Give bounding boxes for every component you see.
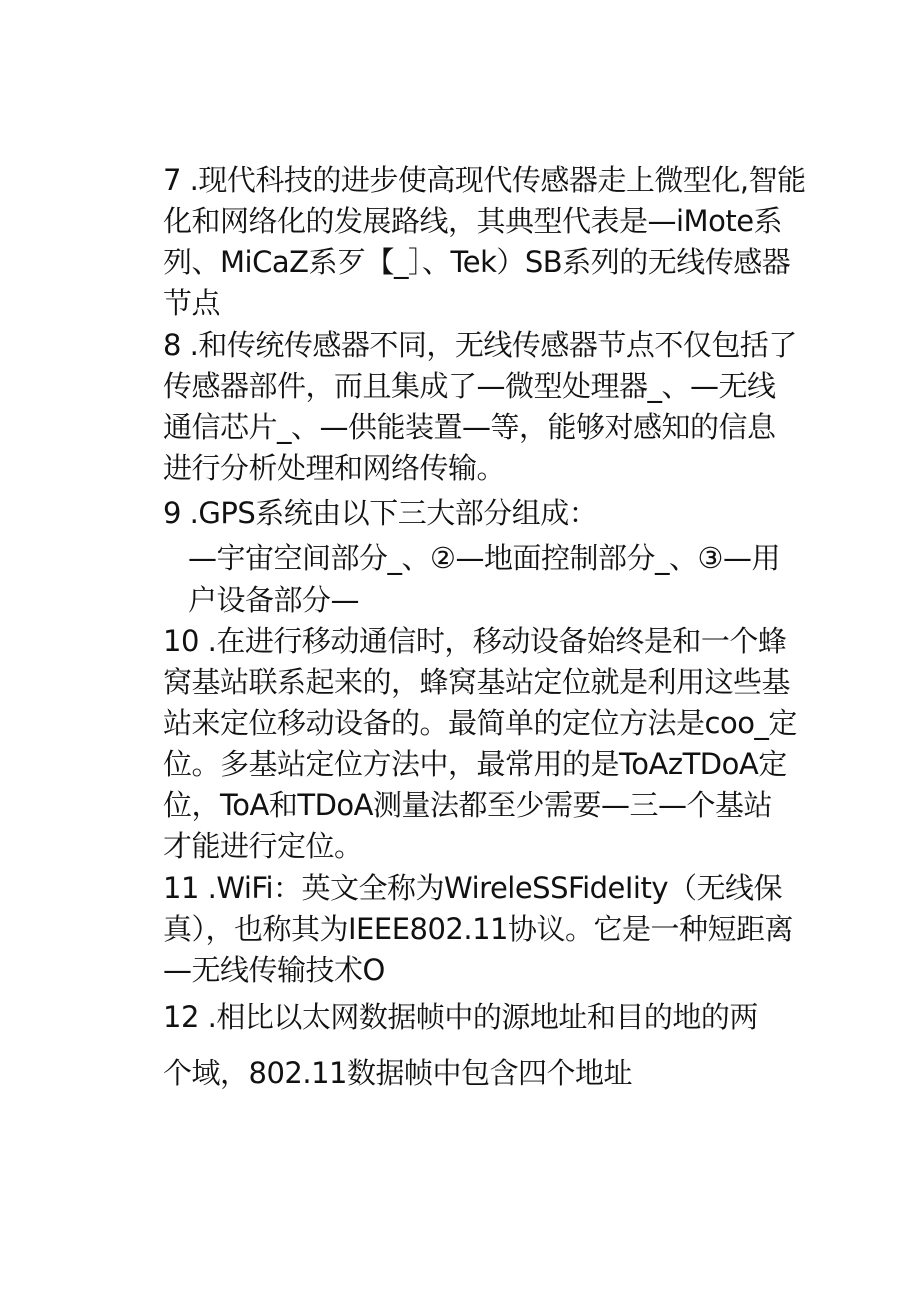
item-7-line-2: 化和网络化的发展路线，其典型代表是—iMote系 xyxy=(163,204,783,238)
item-8-line-2: 传感器部件，而且集成了—微型处理器_、—无线 xyxy=(163,369,776,403)
item-11-line-2: 真），也称其为IEEE802.11协议。它是一种短距离 xyxy=(163,912,793,946)
item-9-line-2: —宇宙空间部分_、②—地面控制部分_、③—用 xyxy=(188,541,780,575)
item-10-line-6: 才能进行定位。 xyxy=(163,829,363,863)
item-10-line-2: 窝基站联系起来的，蜂窝基站定位就是利用这些基 xyxy=(163,665,791,699)
item-10-line-3: 站来定位移动设备的。最简单的定位方法是coo_定 xyxy=(163,706,797,740)
item-10-line-4: 位。多基站定位方法中，最常用的是ToAzTDoA定 xyxy=(163,747,787,781)
item-10-line-5: 位，ToA和TDoA测量法都至少需要—三—个基站 xyxy=(163,788,772,822)
item-9-line-3: 户设备部分— xyxy=(188,583,360,617)
item-9-line-1: 9 .GPS系统由以下三大部分组成： xyxy=(163,496,598,530)
item-8-line-1: 8 .和传统传感器不同，无线传感器节点不仅包括了 xyxy=(163,328,797,362)
item-10-line-1: 10 .在进行移动通信时，移动设备始终是和一个蜂 xyxy=(163,624,787,658)
item-12-line-1: 12 .相比以太网数据帧中的源地址和目的地的两 xyxy=(163,1000,758,1034)
item-7-line-1: 7 .现代科技的进步使高现代传感器走上微型化,智能 xyxy=(163,163,806,197)
item-12-line-2: 个域，802.11数据帧中包含四个地址 xyxy=(163,1056,632,1090)
item-7-line-3: 列、MiCaZ系歹【_］、Tek）SB系列的无线传感器 xyxy=(163,245,791,279)
item-8-line-4: 进行分析处理和网络传输。 xyxy=(163,451,506,485)
item-8-line-3: 通信芯片_、—供能装置—等，能够对感知的信息 xyxy=(163,410,776,444)
item-11-line-1: 11 .WiFi：英文全称为WireleSSFideIity（无线保 xyxy=(163,871,783,905)
item-11-line-3: —无线传输技术O xyxy=(163,953,385,987)
item-7-line-4: 节点 xyxy=(163,286,221,320)
